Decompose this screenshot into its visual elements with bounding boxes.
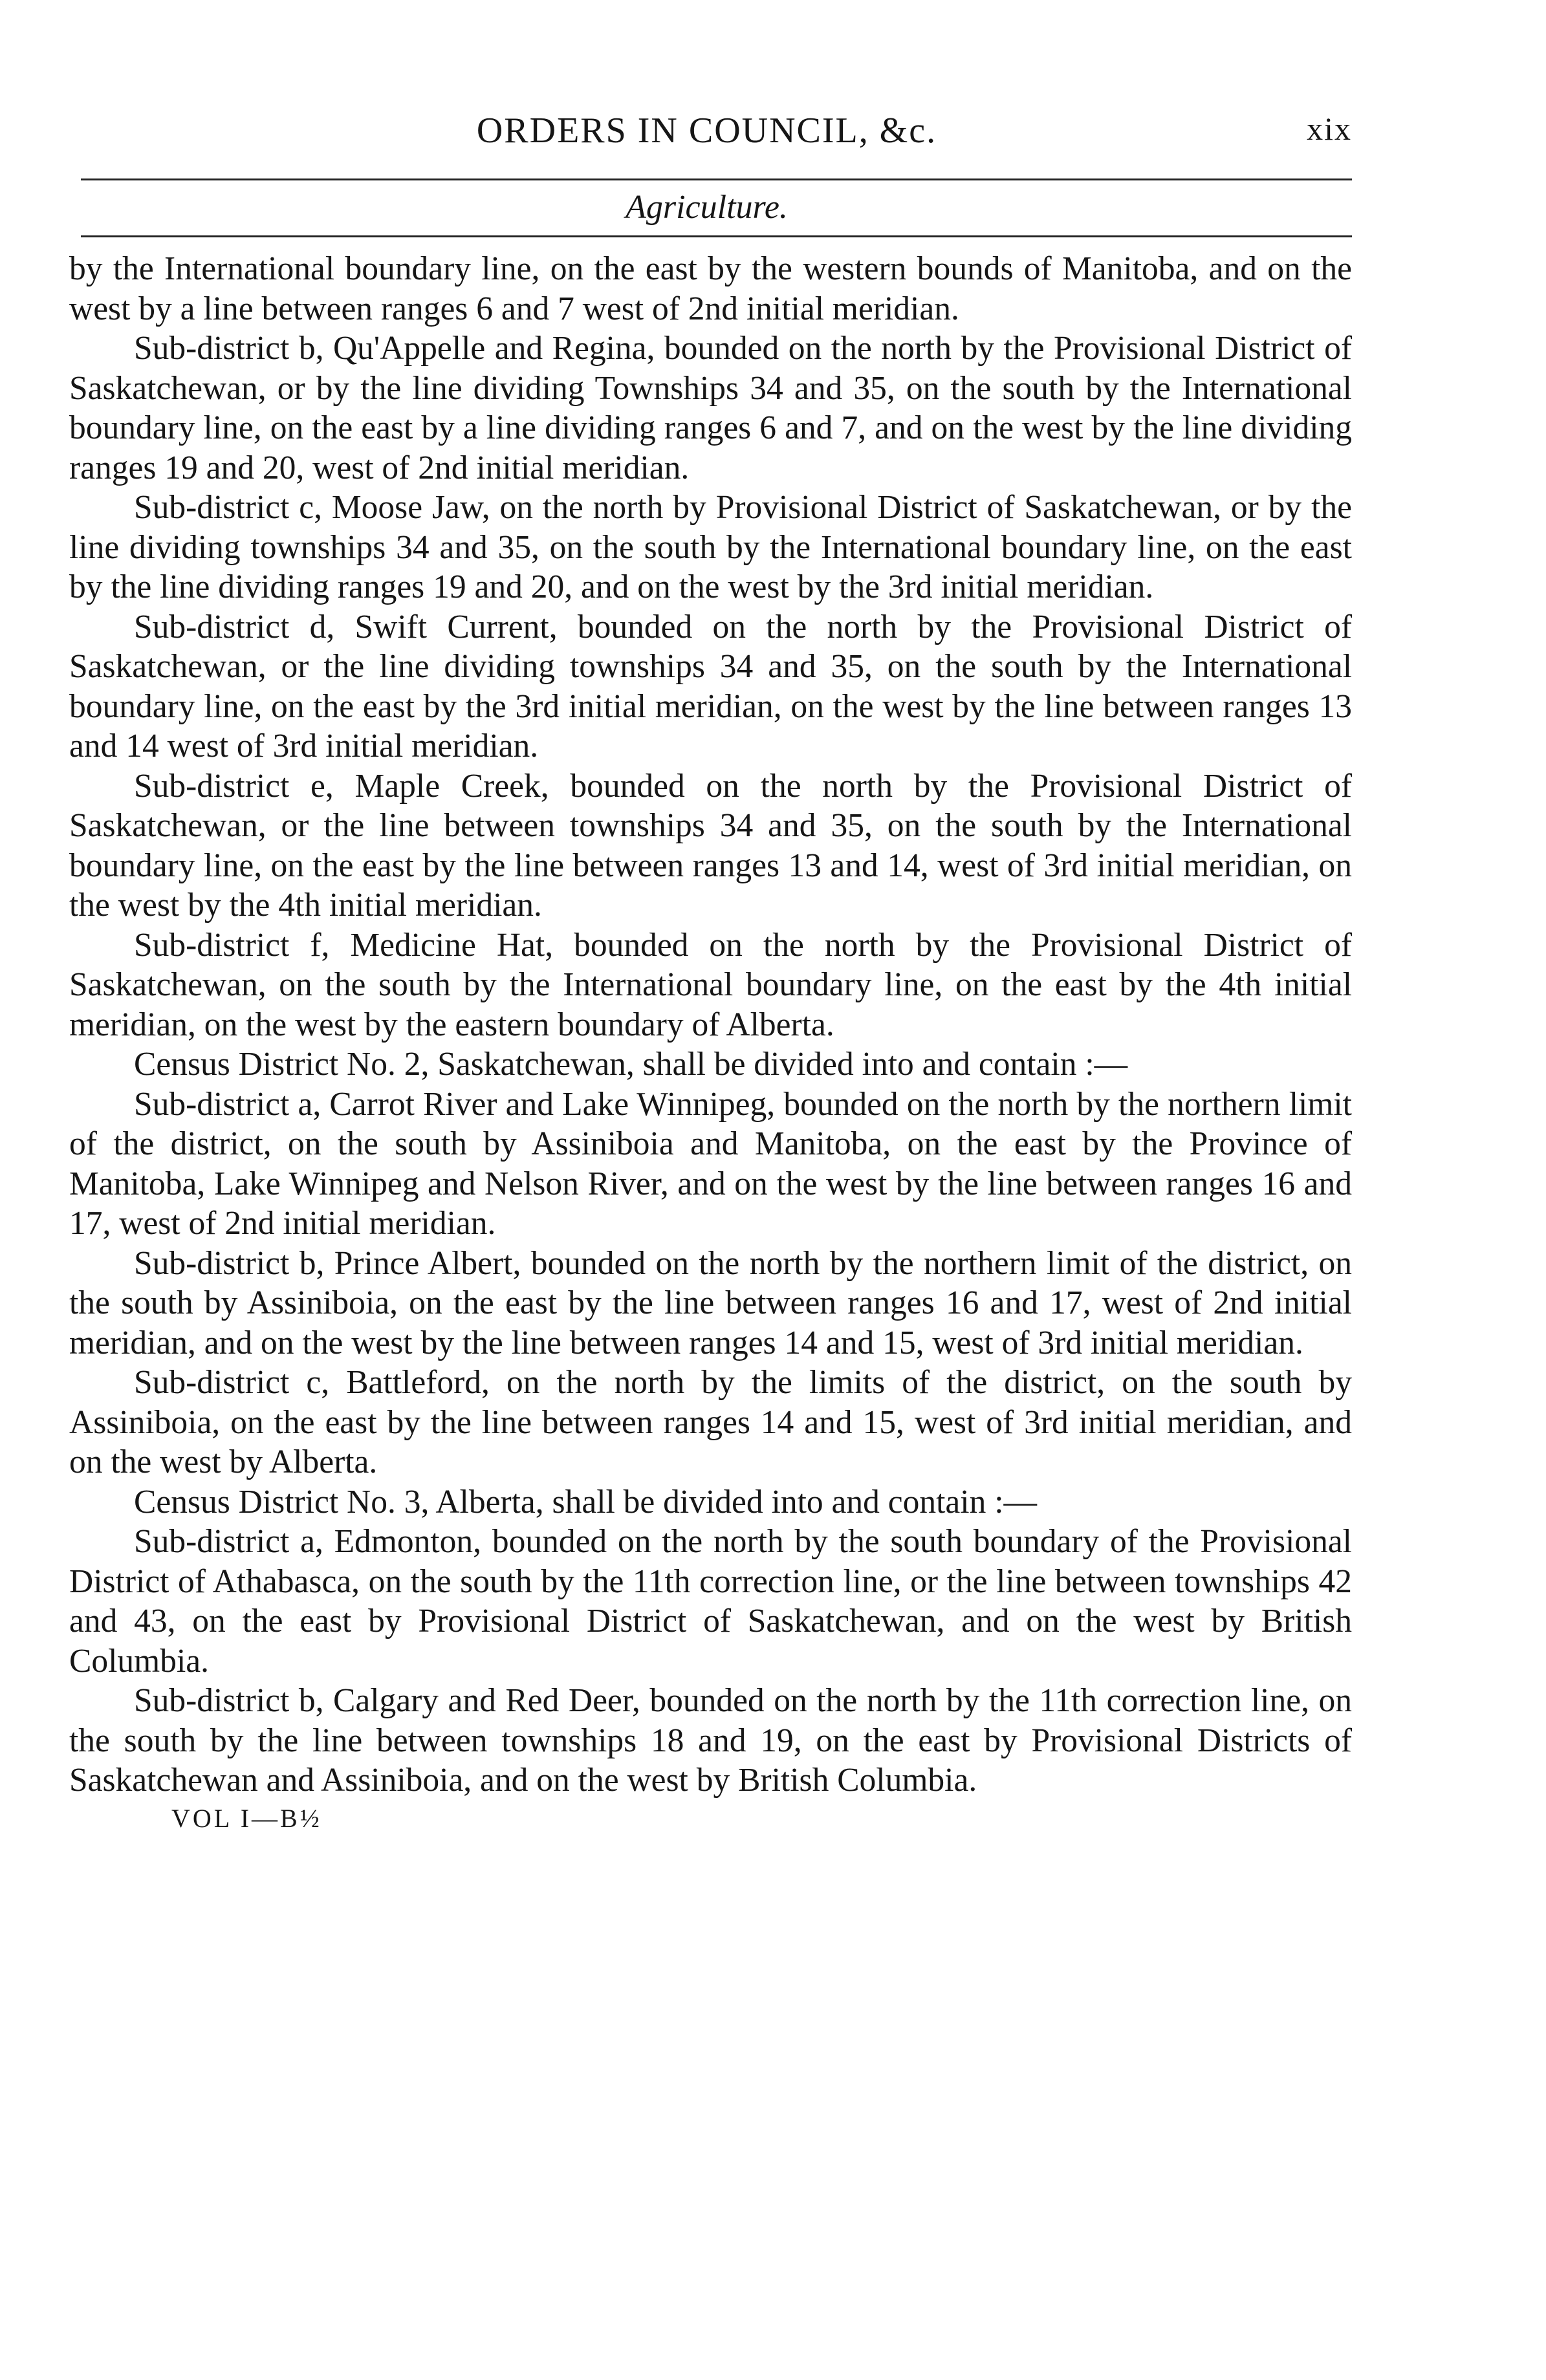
paragraph-census-district-2: Census District No. 2, Saskatchewan, shall be divided into and contain :— (134, 1046, 1128, 1083)
running-header (61, 110, 1352, 155)
paragraph-subdistrict-d-swift-current: Sub-district d, Swift Current, bounded on the north by the Provisional District of Saskatchewan, or the line dividing townships 34 and 35, on the south by the International boundary line, on the east by the 3rd initial meridian, on the west by the line between ranges 13 and 14 west of 3rd initial meridian. (69, 608, 1352, 764)
paragraph-continued: by the International boundary line, on the east by the western bounds of Manitoba, and on the west by a line between ranges 6 and 7 west of 2nd initial meridian. (69, 250, 1352, 327)
signature-mark: VOL I—B½ (171, 1803, 322, 1833)
paragraph-subdistrict-e-maple-creek: Sub-district e, Maple Creek, bounded on the north by the Provisional District of Saskatchewan, or the line between townships 34 and 35, on the south by the International boundary line, on the east by the line between ranges 13 and 14, west of 3rd initial meridian, on the west by the 4th initial meridian. (69, 767, 1352, 924)
paragraph-subdistrict-b-calgary: Sub-district b, Calgary and Red Deer, bounded on the north by the 11th correction line, on the south by the line between townships 18 and 19, on the east by Provisional Districts of Saskatchewan and Assiniboia, and on the west by British Columbia. (69, 1682, 1352, 1799)
paragraph-subdistrict-a-edmonton: Sub-district a, Edmonton, bounded on the north by the south boundary of the Provisional District of Athabasca, on the south by the 11th correction line, or the line between townships 42 and 43, on the east by Provisional District of Saskatchewan, and on the west by British Columbia. (69, 1523, 1352, 1680)
section-title: Agriculture. (626, 189, 788, 226)
paragraph-subdistrict-c-moose-jaw: Sub-district c, Moose Jaw, on the north by Provisional District of Saskatchewan, or by the line dividing townships 34 and 35, on the south by the International boundary line, on the east by the line dividing ranges 19 and 20, and on the west by the 3rd initial meridian. (69, 489, 1352, 605)
body-text (69, 249, 1352, 1801)
header-rule-top (81, 178, 1352, 180)
paragraph-subdistrict-b-prince-albert: Sub-district b, Prince Albert, bounded on the north by the northern limit of the district, on the south by Assiniboia, on the east by the line between ranges 16 and 17, west of 2nd initial meridian, and on the west by the line between ranges 14 and 15, west of 3rd initial meridian. (69, 1244, 1352, 1361)
paragraph-subdistrict-c-battleford: Sub-district c, Battleford, on the north by the limits of the district, on the south by Assiniboia, on the east by the line between ranges 14 and 15, west of 3rd initial meridian, and on the west by Alberta. (69, 1364, 1352, 1480)
running-title: ORDERS IN COUNCIL, &c. (476, 111, 937, 151)
paragraph-census-district-3: Census District No. 3, Alberta, shall be divided into and contain :— (134, 1483, 1038, 1520)
paragraph-subdistrict-a-carrot-river: Sub-district a, Carrot River and Lake Winnipeg, bounded on the north by the northern limit of the district, on the south by Assiniboia and Manitoba, on the east by the Province of Manitoba, Lake Winnipeg and Nelson River, and on the west by the line between ranges 16 and 17, west of 2nd initial meridian. (69, 1085, 1352, 1242)
page-number: xix (1307, 111, 1352, 147)
paragraph-subdistrict-b-quappelle: Sub-district b, Qu'Appelle and Regina, bounded on the north by the Provisional District of Saskatchewan, or by the line dividing Townships 34 and 35, on the south by the International boundary line, on the east by a line dividing ranges 6 and 7, and on the west by the line dividing ranges 19 and 20, west of 2nd initial meridian. (69, 330, 1352, 486)
header-rule-bottom (81, 235, 1352, 237)
paragraph-subdistrict-f-medicine-hat: Sub-district f, Medicine Hat, bounded on the north by the Provisional District of Saskatchewan, on the south by the International boundary line, on the east by the 4th initial meridian, on the west by the eastern boundary of Alberta. (69, 926, 1352, 1043)
document-page (61, 110, 1352, 1834)
